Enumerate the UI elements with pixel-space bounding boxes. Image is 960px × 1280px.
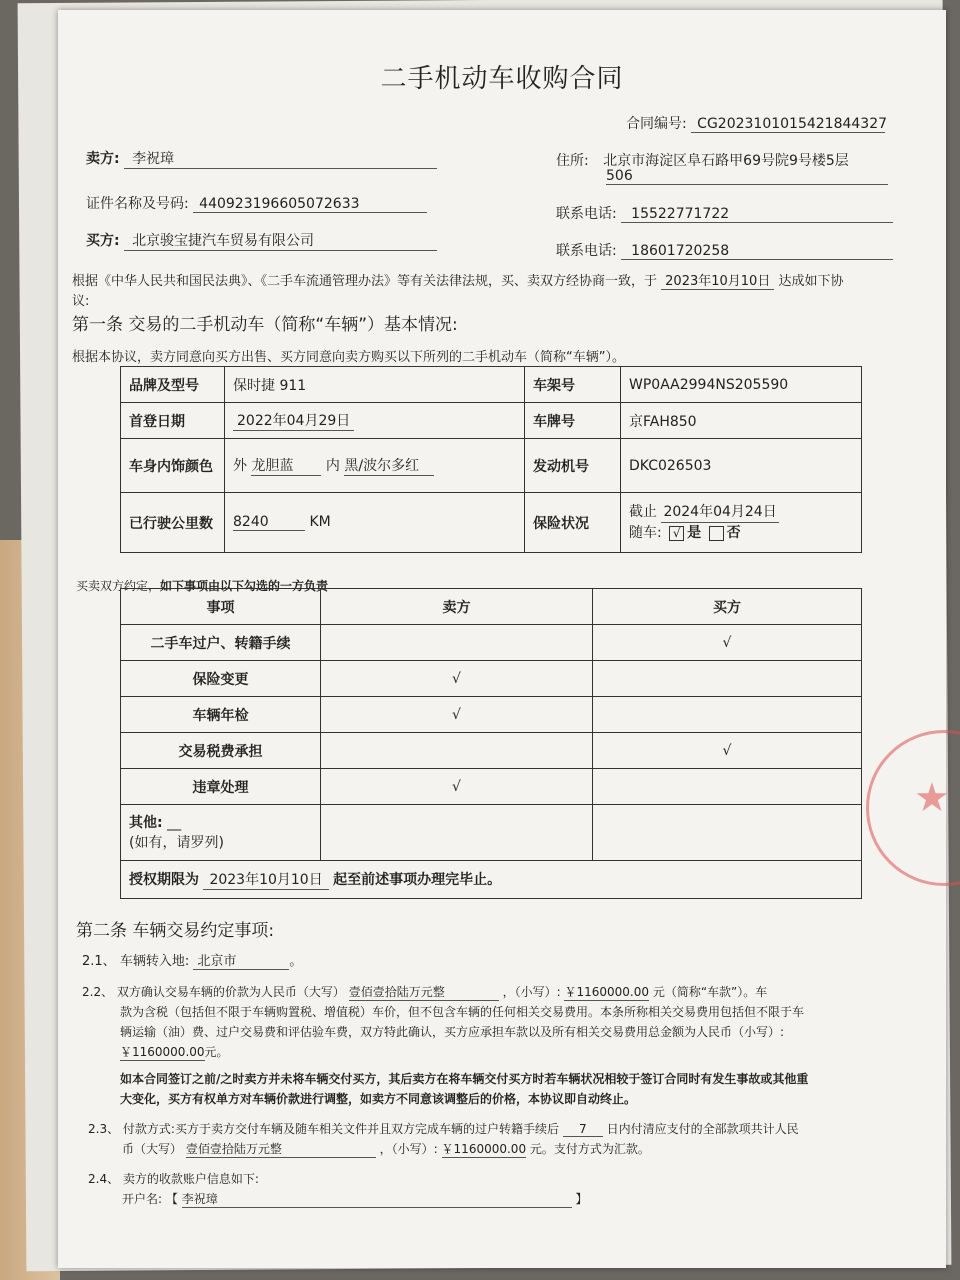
payment-upper: 壹佰壹拾陆万元整 [186, 1140, 376, 1158]
duties-header-buyer: 买方 [593, 589, 862, 625]
clause-number: 2.4、 [88, 1172, 120, 1186]
clause-text: 日内付清应支付的全部款项共计人民 [606, 1122, 799, 1136]
duty-item: 交易税费承担 [121, 733, 321, 769]
clause-text: 元（简称“车款”）。车 [652, 985, 768, 999]
table-row [121, 733, 862, 769]
company-seal [866, 730, 960, 886]
article2-heading: 第二条 车辆交易约定事项: [76, 921, 275, 941]
clause-text: 元。支付方式为汇款。 [529, 1142, 650, 1156]
contract-number-label: 合同编号: [626, 116, 687, 132]
clause-number: 2.3、 [88, 1122, 120, 1136]
exterior-color: 龙胆蓝 [251, 455, 321, 476]
clause-text: ，（小写）: [379, 1142, 438, 1156]
other-label: 其他: [129, 814, 163, 831]
clause-text: ，（小写）: [502, 985, 561, 999]
seller-label: 卖方: [86, 151, 120, 167]
clause-number: 2.1、 [82, 954, 116, 969]
table-row [121, 769, 862, 805]
address-label: 住所: [556, 153, 589, 169]
bracket-open: 【 [165, 1192, 178, 1206]
duty-seller-mark: √ [321, 697, 593, 733]
other-cell [121, 805, 321, 861]
clause-2-2-line3: 辆运输（油）费、过户交易费和评估验车费，双方特此确认，买方应承担车款以及所有相关交易费用总金额为人民币（小写）: [120, 1025, 785, 1039]
preamble-end: 议: [72, 294, 90, 309]
table-row [121, 697, 862, 733]
address-line1: 北京市海淀区阜石路甲69号院9号楼5层 [603, 153, 849, 169]
engine-label: 发动机号 [525, 439, 621, 493]
clause-2-4 [88, 1170, 259, 1187]
duty-item: 二手车过户、转籍手续 [121, 625, 321, 661]
duties-header-seller: 卖方 [321, 589, 593, 625]
duty-buyer-mark [593, 769, 862, 805]
buyer-label: 买方: [86, 233, 120, 249]
duty-item: 车辆年检 [121, 697, 321, 733]
clause-2-3 [88, 1120, 799, 1137]
duties-header-item: 事项 [121, 589, 321, 625]
total-amount: ￥1160000.00 [120, 1045, 205, 1059]
buyer-phone: 18601720258 [621, 243, 893, 260]
contract-number [626, 113, 888, 133]
seller-row [86, 148, 437, 169]
seal-star-icon: ★ [914, 775, 950, 821]
preamble-text: 根据《中华人民共和国民法典》、《二手车流通管理办法》等有关法律法规，买、卖双方经协商一致，于 [72, 274, 658, 289]
agreement-date: 2023年10月10日 [661, 270, 774, 290]
clause-text: 付款方式:买方于卖方交付车辆及随车相关文件并且双方完成车辆的过户转籍手续后 [122, 1122, 559, 1136]
brand-label: 品牌及型号 [121, 367, 225, 403]
buyer-phone-row [556, 240, 893, 260]
mileage-unit: KM [309, 514, 331, 530]
duty-seller-mark: √ [321, 661, 593, 697]
change-clause-line2: 大变化，买方有权单方对车辆价款进行调整，如卖方不同意该调整后的价格，本协议即自动终止。 [120, 1092, 637, 1106]
duty-item: 违章处理 [121, 769, 321, 805]
change-clause-line1: 如本合同签订之前/之时卖方并未将车辆交付买方，其后卖方在将车辆交付买方时若车辆状况相较于签订合同时有发生事故或其他重 [120, 1072, 809, 1086]
no-label: 否 [726, 525, 741, 541]
other-note: (如有，请罗列) [129, 834, 224, 851]
duty-buyer-mark: √ [593, 625, 862, 661]
account-holder-row [122, 1190, 588, 1208]
buyer-phone-label: 联系电话: [556, 243, 617, 259]
insurance-label: 保险状况 [525, 493, 621, 553]
price-lower: ￥1160000.00 [564, 985, 649, 999]
payment-lower: ￥1160000.00 [441, 1142, 527, 1156]
color-label: 车身内饰颜色 [121, 439, 225, 493]
yes-label: 是 [687, 525, 702, 541]
seller-address [556, 150, 849, 170]
contract-number-value: CG2023101015421844327 [691, 116, 885, 133]
seller-phone: 15522771722 [621, 206, 893, 223]
duty-buyer-mark [593, 661, 862, 697]
with-car-label: 随车: [629, 525, 662, 541]
price-upper: 壹佰壹拾陆万元整 [349, 983, 499, 1001]
duty-buyer-mark: √ [593, 733, 862, 769]
duty-item: 保险变更 [121, 661, 321, 697]
clause-2-3-line2 [122, 1140, 650, 1158]
exterior-prefix: 外 [233, 458, 247, 474]
preamble-text-b: 达成如下协 [778, 274, 844, 289]
seller-id-row [86, 193, 427, 213]
table-row [121, 661, 862, 697]
auth-label: 授权期限为 [129, 872, 199, 888]
account-holder: 李祝璋 [182, 1190, 572, 1208]
reg-date-label: 首登日期 [121, 403, 225, 439]
seller-name: 李祝璋 [124, 148, 437, 169]
preamble [72, 270, 843, 290]
clause-2-2-line4 [120, 1043, 229, 1061]
brand-value: 保时捷 911 [225, 367, 525, 403]
payment-days: 7 [563, 1122, 603, 1137]
interior-prefix: 内 [325, 458, 340, 474]
interior-color: 黑/波尔多红 [344, 455, 434, 476]
table-row [121, 625, 862, 661]
clause-2-2-line2: 款为含税（包括但不限于车辆购置税、增值税）车价，但不包含车辆的任何相关交易费用。本条所称相关交易费用包括但不限于车 [120, 1005, 805, 1019]
id-label: 证件名称及号码: [86, 196, 189, 212]
duties-table [120, 588, 862, 899]
insurance-prefix: 截止 [629, 504, 657, 520]
duty-seller-mark [321, 733, 593, 769]
clause-text: 卖方的收款账户信息如下: [122, 1172, 259, 1186]
vehicle-table [120, 366, 862, 553]
id-value: 440923196605072633 [193, 196, 427, 213]
clause-text: 元。 [204, 1045, 229, 1059]
engine-value: DKC026503 [621, 439, 862, 493]
vin-label: 车架号 [525, 367, 621, 403]
clause-text: 币（大写） [122, 1142, 183, 1156]
clause-end: 。 [289, 954, 303, 969]
address-line2: 506 [606, 168, 888, 185]
duties-intro-a: 买卖双方约定， [76, 579, 161, 593]
seller-phone-row [556, 203, 893, 223]
article1-intro: 根据本协议，卖方同意向买方出售、买方同意向卖方购买以下所列的二手机动车（简称“车辆”）。 [72, 350, 625, 365]
buyer-row [86, 230, 437, 251]
auth-date: 2023年10月10日 [203, 869, 328, 890]
plate-value: 京FAH850 [621, 403, 862, 439]
authorization-row [121, 861, 862, 899]
no-checkbox [709, 526, 724, 541]
insurance-date: 2024年04月24日 [661, 502, 778, 523]
vin-value: WP0AA2994NS205590 [621, 367, 862, 403]
clause-2-1 [82, 950, 302, 970]
holder-label: 开户名: [122, 1192, 163, 1206]
bracket-close: 】 [575, 1192, 588, 1206]
auth-tail: 起至前述事项办理完毕止。 [333, 872, 502, 888]
clause-number: 2.2、 [82, 985, 114, 999]
yes-checkbox: √ [669, 526, 684, 541]
reg-date-value: 2022年04月29日 [233, 410, 354, 431]
clause-text: 车辆转入地: [119, 954, 190, 969]
duty-seller-mark [321, 625, 593, 661]
mileage-label: 已行驶公里数 [121, 493, 225, 553]
transfer-city: 北京市 [193, 950, 289, 970]
document-title: 二手机动车收购合同 [380, 64, 624, 94]
duties-intro-b: 如下事项由以下勾选的一方负责 [160, 579, 329, 593]
duty-buyer-mark [593, 697, 862, 733]
clause-2-2 [82, 983, 767, 1001]
plate-label: 车牌号 [525, 403, 621, 439]
article1-heading: 第一条 交易的二手机动车（简称“车辆”）基本情况: [72, 315, 458, 335]
seller-phone-label: 联系电话: [556, 206, 617, 222]
clause-text: 双方确认交易车辆的价款为人民币（大写） [116, 985, 345, 999]
other-blank: __ [167, 814, 182, 831]
duty-seller-mark: √ [321, 769, 593, 805]
mileage-value: 8240 [233, 514, 305, 531]
contract-page [58, 10, 950, 1268]
buyer-name: 北京骏宝捷汽车贸易有限公司 [124, 230, 437, 251]
